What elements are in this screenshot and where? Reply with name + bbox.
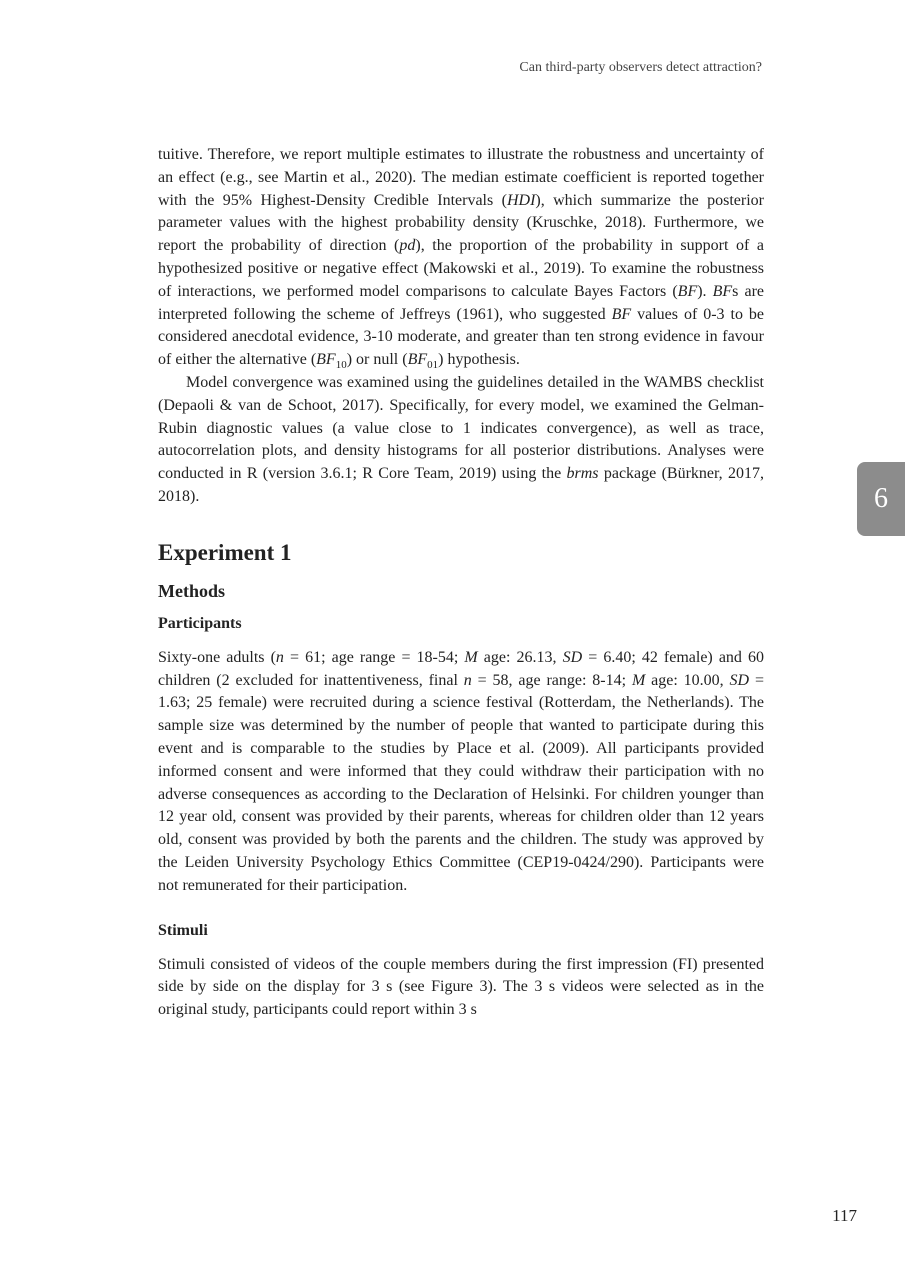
participants-paragraph: Sixty-one adults (n = 61; age range = 18-54; M age: 26.13, SD = 6.40; 42 female) and 60 children (2 excluded for inattentiveness, final n = 58, age range: 8-14; M age: 10.00, SD = 1.63; 25 female) were recruited during a science festival (Rotterdam, the Netherlands). The sample size was determined by the number of people that wanted to participate during this event and is comparable to the studies by Place et al. (2009). All participants provided informed consent and were informed that they could withdraw their participation with no adverse consequences as according to the Declaration of Helsinki. For children younger than 12 year old, consent was provided by their parents, whereas for children older than 12 years old, consent was provided by both the parents and the children. The study was approved by the Leiden University Psychology Ethics Committee (CEP19-0424/290). Participants were not remunerated for their participation.: [158, 648, 764, 894]
intro-paragraph-2: Model convergence was examined using the guidelines detailed in the WAMBS checklist (Depaoli & van de Schoot, 2017). Specifically, for every model, we examined the Gelman-Rubin diagnostic values (a value close to 1 indicates convergence), as well as trace, autocorrelation plots, and density histograms for all posterior distributions. Analyses were conducted in R (version 3.6.1; R Core Team, 2019) using the brms package (Bürkner, 2017, 2018).: [158, 373, 764, 505]
subsubsection-heading-stimuli: Stimuli: [158, 921, 208, 939]
page-number: 117: [832, 1206, 857, 1225]
running-head: Can third-party observers detect attraction?: [519, 60, 762, 75]
intro-paragraph-1: tuitive. Therefore, we report multiple estimates to illustrate the robustness and uncertainty of an effect (e.g., see Martin et al., 2020). The median estimate coefficient is reported together with the 95% Highest-Density Credible Intervals (HDI), which summarize the posterior parameter values with the highest probability density (Kruschke, 2018). Furthermore, we report the probability of direction (pd), the proportion of the probability in support of a hypothesized positive or negative effect (Makowski et al., 2019). To examine the robustness of interactions, we performed model comparisons to calculate Bayes Factors (BF). BFs are interpreted following the scheme of Jeffreys (1961), who suggested BF values of 0-3 to be considered anecdotal evidence, 3-10 moderate, and greater than ten strong evidence in favour of either the alternative $(BF_{10})$ or null $(BF_{01})$ hypothesis.: [158, 146, 765, 372]
subsection-heading-methods: Methods: [158, 580, 225, 601]
subsubsection-heading-participants: Participants: [158, 614, 242, 632]
chapter-tab: 6: [857, 462, 905, 536]
section-heading-experiment-1: Experiment 1: [158, 539, 292, 565]
page-body: [158, 144, 764, 1022]
stimuli-paragraph: Stimuli consisted of videos of the couple members during the first impression (FI) presented side by side on the display for 3 s (see Figure 3). The 3 s videos were selected as in the original study, participants could report within 3 s: [158, 955, 764, 1019]
